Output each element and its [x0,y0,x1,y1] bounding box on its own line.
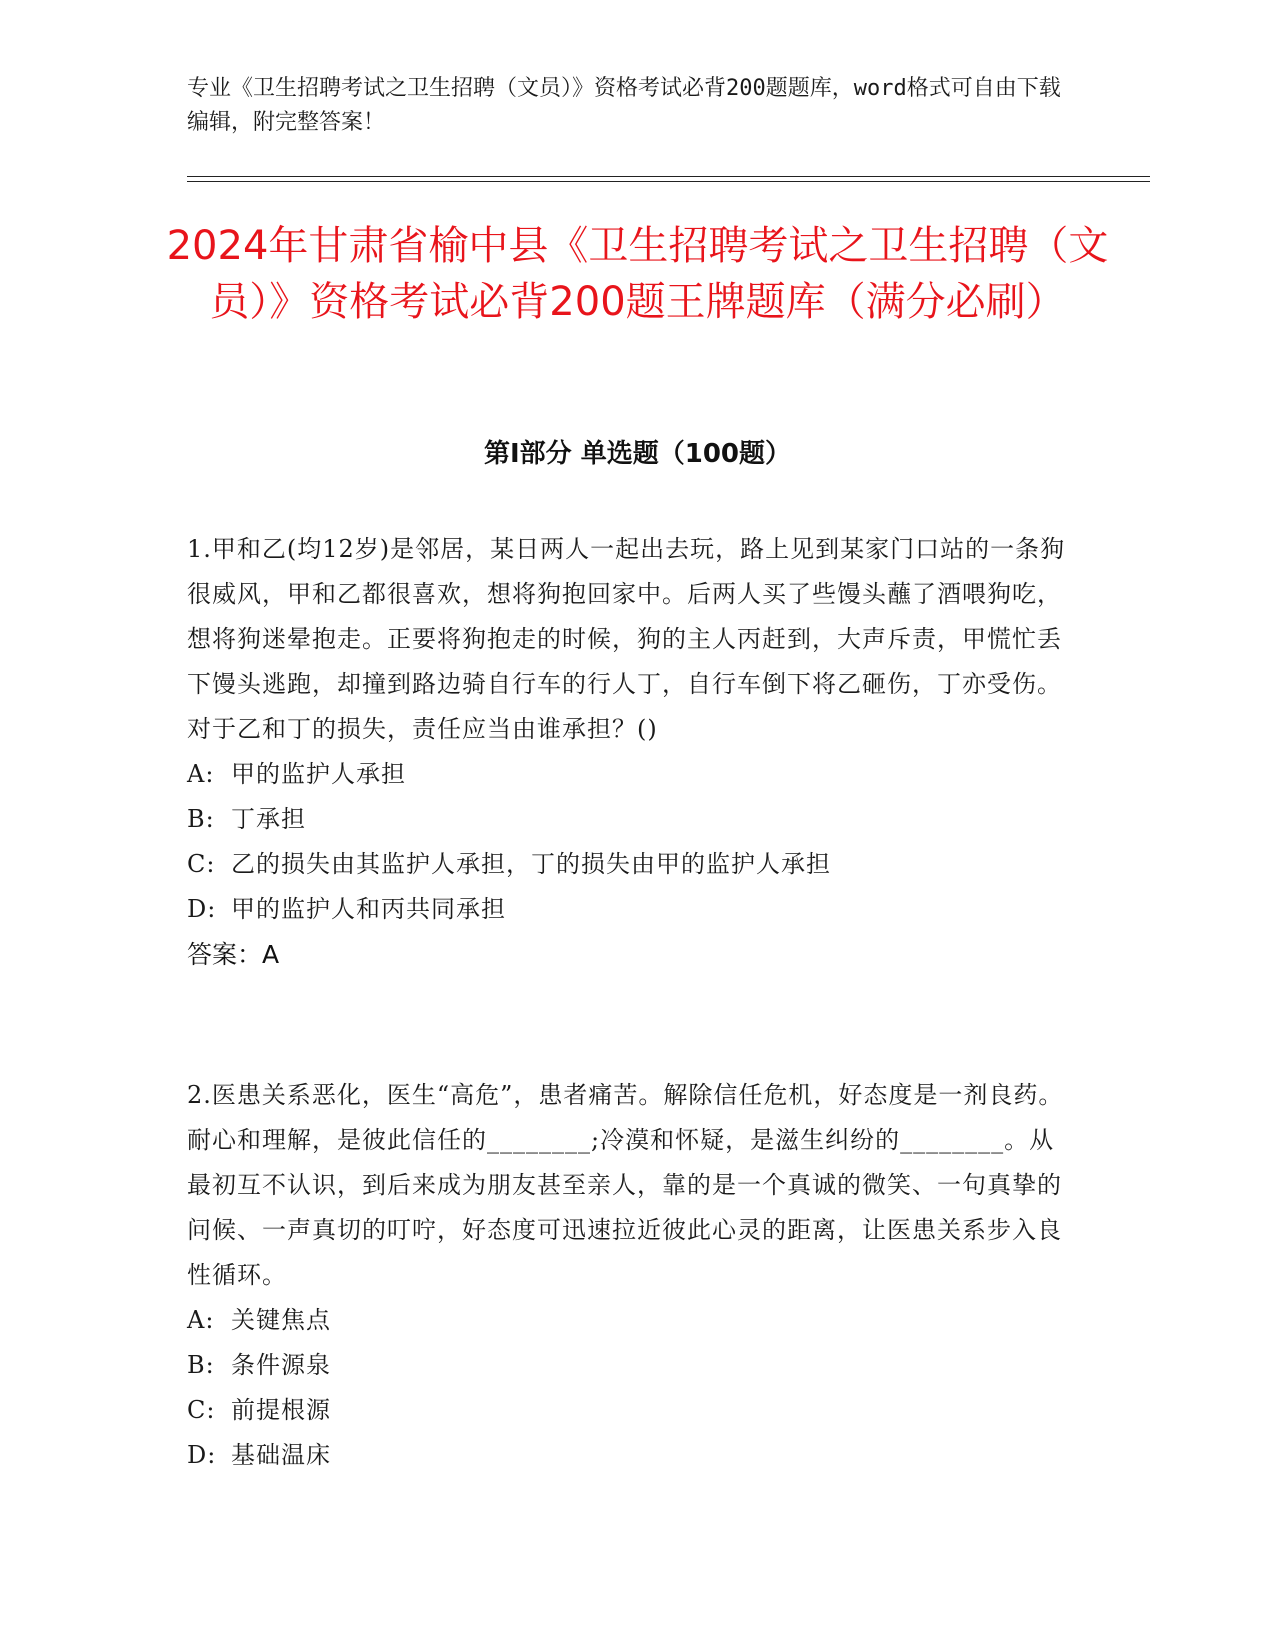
question-1 [187,527,1067,977]
option-letter: D: [187,1441,217,1469]
header-divider-top [187,176,1150,177]
question-2 [187,1073,1067,1478]
option-letter: B: [187,1351,215,1379]
option-letter: A: [187,760,215,788]
document-title: 2024年甘肃省榆中县《卫生招聘考试之卫生招聘（文员）》资格考试必背200题王牌题库（满分必刷） [166,223,1109,325]
option-text: 乙的损失由其监护人承担，丁的损失由甲的监护人承担 [231,850,831,878]
option-list [187,1298,1067,1478]
option-text: 甲的监护人承担 [231,760,406,788]
option-letter: C: [187,1396,216,1424]
option-letter: D: [187,895,217,923]
option-b [187,1343,1067,1388]
option-text: 丁承担 [231,805,306,833]
option-c [187,842,1067,887]
option-text: 基础温床 [231,1441,331,1469]
option-b [187,797,1067,842]
option-a [187,1298,1067,1343]
option-text: 甲的监护人和丙共同承担 [231,895,506,923]
option-d [187,887,1067,932]
question-stem: 1.甲和乙(均12岁)是邻居，某日两人一起出去玩，路上见到某家门口站的一条狗很威风，甲和乙都很喜欢，想将狗抱回家中。后两人买了些馒头蘸了酒喂狗吃，想将狗迷晕抱走。正要将狗抱走的时候，狗的主人丙赶到，大声斥责，甲慌忙丢下馒头逃跑，却撞到路边骑自行车的行人丁，自行车倒下将乙砸伤，丁亦受伤。对于乙和丁的损失，责任应当由谁承担？() [187,535,1066,743]
option-d [187,1433,1067,1478]
option-list [187,752,1067,932]
option-text: 关键焦点 [231,1306,331,1334]
option-a [187,752,1067,797]
question-stem: 2.医患关系恶化，医生“高危”，患者痛苦。解除信任危机，好态度是一剂良药。耐心和理解，是彼此信任的________;冷漠和怀疑，是滋生纠纷的________。从最初互不认识，到后来成为朋友甚至亲人，靠的是一个真诚的微笑、一句真挚的问候、一声真切的叮咛，好态度可迅速拉近彼此心灵的距离，让医患关系步入良性循环。 [187,1081,1064,1289]
answer-line: 答案：A [187,940,280,969]
header-note: 专业《卫生招聘考试之卫生招聘（文员）》资格考试必背200题题库，word格式可自由下载编辑，附完整答案！ [187,76,1061,135]
option-letter: A: [187,1306,215,1334]
option-c [187,1388,1067,1433]
header-divider-bottom [187,181,1150,182]
option-letter: C: [187,850,216,878]
option-text: 条件源泉 [231,1351,331,1379]
section-heading: 第I部分 单选题（100题） [484,439,791,469]
option-letter: B: [187,805,215,833]
option-text: 前提根源 [231,1396,331,1424]
